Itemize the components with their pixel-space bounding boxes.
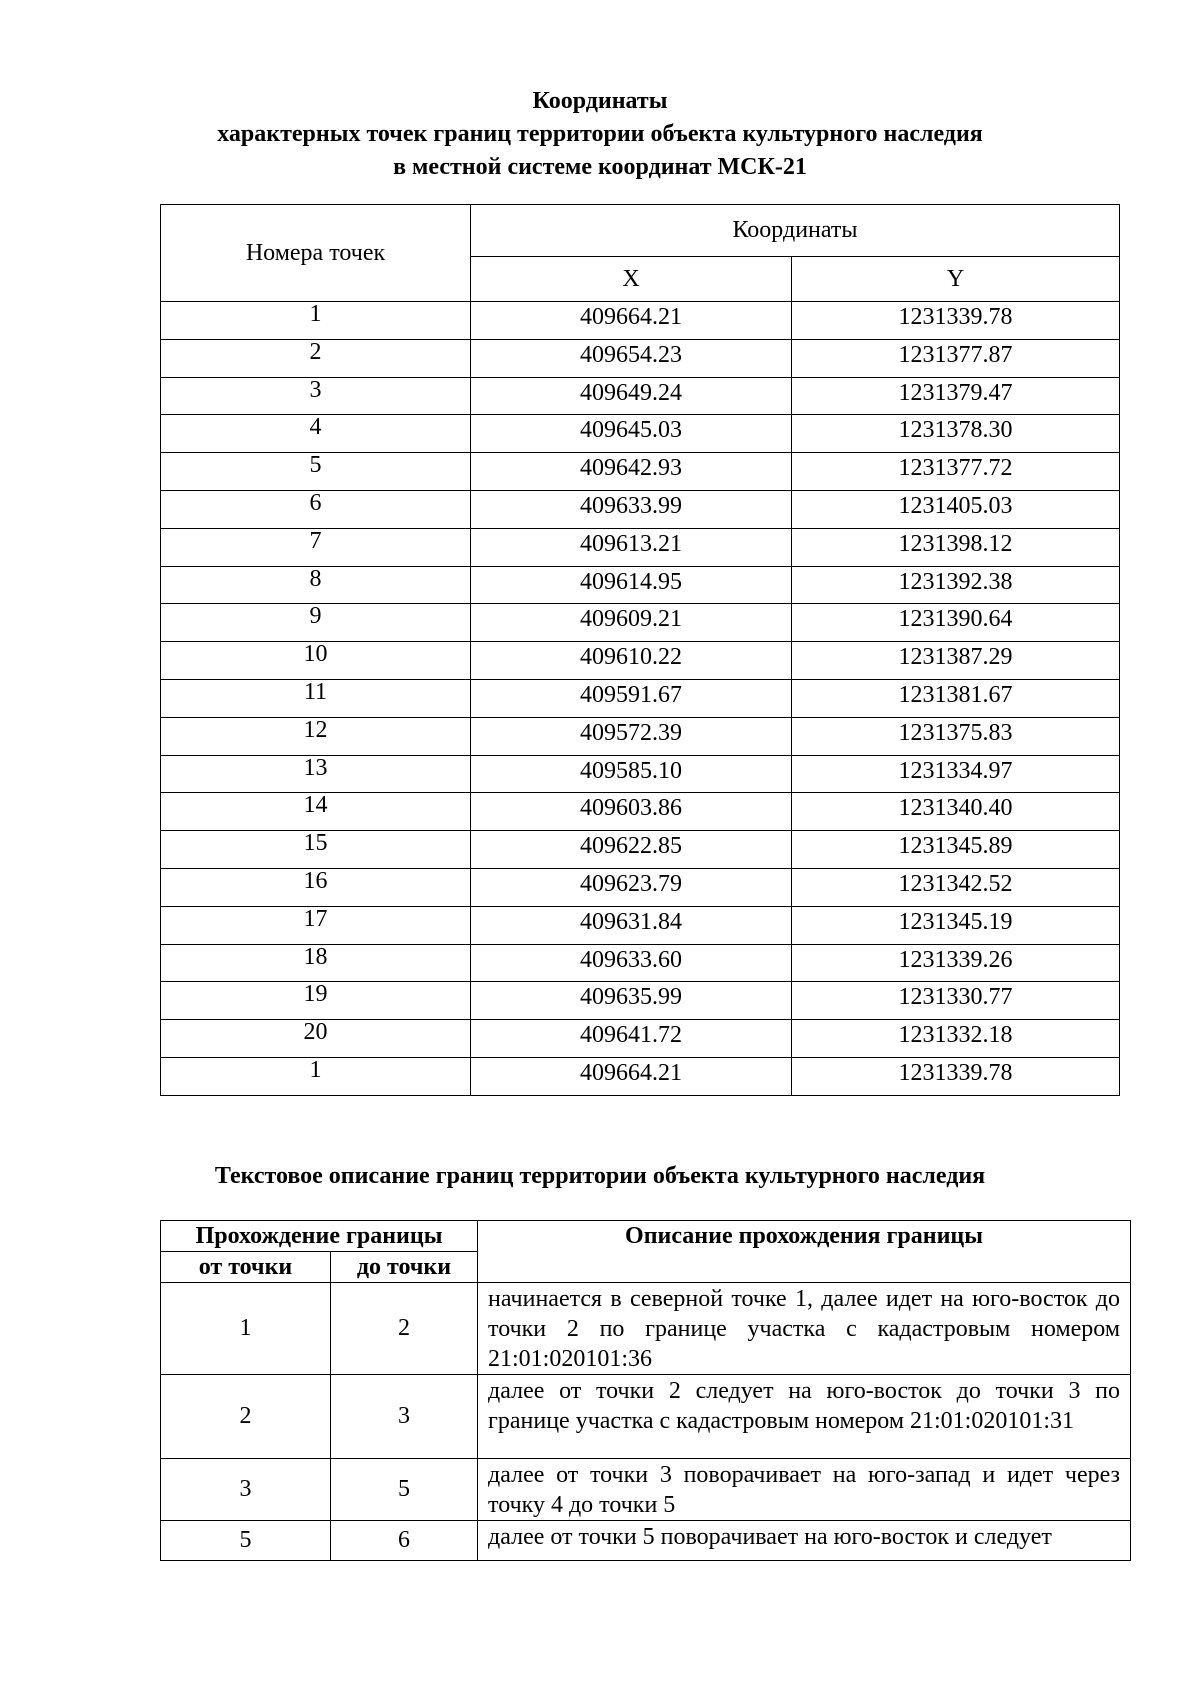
y-coordinate-cell: 1231332.18 — [792, 1020, 1120, 1058]
y-coordinate-cell: 1231334.97 — [792, 755, 1120, 793]
x-coordinate-cell: 409609.21 — [471, 604, 792, 642]
point-number-cell: 19 — [161, 982, 471, 1020]
table-row — [161, 528, 1120, 566]
x-coordinate-cell: 409623.79 — [471, 868, 792, 906]
x-coordinate-cell: 409622.85 — [471, 831, 792, 869]
table-row — [161, 1521, 1131, 1561]
header-from-point: от точки — [161, 1252, 331, 1283]
table-row — [161, 339, 1120, 377]
table-row — [161, 1057, 1120, 1095]
y-coordinate-cell: 1231377.72 — [792, 453, 1120, 491]
to-point-cell: 5 — [331, 1459, 478, 1521]
y-coordinate-cell: 1231375.83 — [792, 717, 1120, 755]
point-number-cell: 11 — [161, 679, 471, 717]
point-number-cell: 15 — [161, 831, 471, 869]
point-number-cell: 10 — [161, 642, 471, 680]
y-coordinate-cell: 1231377.87 — [792, 339, 1120, 377]
table-row — [161, 1283, 1131, 1375]
table-row — [161, 415, 1120, 453]
table-row — [161, 302, 1120, 340]
point-number-cell: 16 — [161, 868, 471, 906]
point-number-cell: 5 — [161, 453, 471, 491]
point-number-cell: 13 — [161, 755, 471, 793]
coordinates-rows — [161, 302, 1120, 1096]
table-row — [161, 793, 1120, 831]
y-coordinate-cell: 1231345.19 — [792, 906, 1120, 944]
title-line-3: в местной системе координат МСК-21 — [393, 154, 807, 180]
y-coordinate-cell: 1231345.89 — [792, 831, 1120, 869]
header-y: Y — [792, 257, 1120, 302]
table-row — [161, 566, 1120, 604]
title-line-2: характерных точек границ территории объекта культурного наследия — [217, 121, 983, 147]
header-point-numbers: Номера точек — [161, 205, 471, 302]
table-row — [161, 1375, 1131, 1459]
y-coordinate-cell: 1231390.64 — [792, 604, 1120, 642]
point-number-cell: 9 — [161, 604, 471, 642]
point-number-cell: 6 — [161, 490, 471, 528]
x-coordinate-cell: 409664.21 — [471, 1057, 792, 1095]
table-row — [161, 604, 1120, 642]
table-row — [161, 377, 1120, 415]
y-coordinate-cell: 1231398.12 — [792, 528, 1120, 566]
to-point-cell: 2 — [331, 1283, 478, 1375]
y-coordinate-cell: 1231378.30 — [792, 415, 1120, 453]
x-coordinate-cell: 409614.95 — [471, 566, 792, 604]
x-coordinate-cell: 409603.86 — [471, 793, 792, 831]
coordinates-table — [160, 204, 1120, 1096]
table-row — [161, 1459, 1131, 1521]
point-number-cell: 1 — [161, 302, 471, 340]
table-row — [161, 906, 1120, 944]
description-cell: далее от точки 2 следует на юго-восток до точки 3 по границе участка с кадастровым номером 21:01:020101:31 — [478, 1375, 1131, 1459]
header-boundary-description: Описание прохождения границы — [478, 1221, 1131, 1283]
point-number-cell: 20 — [161, 1020, 471, 1058]
title-line-1: Координаты — [532, 88, 668, 114]
header-coordinates: Координаты — [471, 205, 1120, 257]
y-coordinate-cell: 1231330.77 — [792, 982, 1120, 1020]
to-point-cell: 3 — [331, 1375, 478, 1459]
point-number-cell: 2 — [161, 339, 471, 377]
x-coordinate-cell: 409572.39 — [471, 717, 792, 755]
x-coordinate-cell: 409613.21 — [471, 528, 792, 566]
x-coordinate-cell: 409664.21 — [471, 302, 792, 340]
point-number-cell: 7 — [161, 528, 471, 566]
point-number-cell: 17 — [161, 906, 471, 944]
x-coordinate-cell: 409633.60 — [471, 944, 792, 982]
x-coordinate-cell: 409585.10 — [471, 755, 792, 793]
point-number-cell: 14 — [161, 793, 471, 831]
boundary-description-table — [160, 1220, 1131, 1561]
table-row — [161, 868, 1120, 906]
point-number-cell: 12 — [161, 717, 471, 755]
table-row — [161, 755, 1120, 793]
y-coordinate-cell: 1231342.52 — [792, 868, 1120, 906]
table-row — [161, 982, 1120, 1020]
description-rows — [161, 1283, 1131, 1561]
x-coordinate-cell: 409654.23 — [471, 339, 792, 377]
point-number-cell: 3 — [161, 377, 471, 415]
table-row — [161, 717, 1120, 755]
header-boundary-passage: Прохождение границы — [161, 1221, 478, 1252]
x-coordinate-cell: 409610.22 — [471, 642, 792, 680]
y-coordinate-cell: 1231340.40 — [792, 793, 1120, 831]
y-coordinate-cell: 1231339.78 — [792, 1057, 1120, 1095]
table-row — [161, 679, 1120, 717]
x-coordinate-cell: 409631.84 — [471, 906, 792, 944]
y-coordinate-cell: 1231339.78 — [792, 302, 1120, 340]
description-title: Текстовое описание границ территории объекта культурного наследия — [214, 1163, 986, 1189]
description-cell: далее от точки 5 поворачивает на юго-восток и следует — [478, 1521, 1131, 1561]
y-coordinate-cell: 1231387.29 — [792, 642, 1120, 680]
table-row — [161, 1020, 1120, 1058]
description-cell: начинается в северной точке 1, далее идет на юго-восток до точки 2 по границе участка с кадастровым номером 21:01:020101:36 — [478, 1283, 1131, 1375]
header-to-point: до точки — [331, 1252, 478, 1283]
y-coordinate-cell: 1231392.38 — [792, 566, 1120, 604]
x-coordinate-cell: 409641.72 — [471, 1020, 792, 1058]
table-row — [161, 490, 1120, 528]
from-point-cell: 1 — [161, 1283, 331, 1375]
table-row — [161, 944, 1120, 982]
document-title — [0, 85, 1200, 184]
y-coordinate-cell: 1231405.03 — [792, 490, 1120, 528]
table-row — [161, 831, 1120, 869]
x-coordinate-cell: 409591.67 — [471, 679, 792, 717]
x-coordinate-cell: 409645.03 — [471, 415, 792, 453]
x-coordinate-cell: 409635.99 — [471, 982, 792, 1020]
point-number-cell: 4 — [161, 415, 471, 453]
table-row — [161, 642, 1120, 680]
description-cell: далее от точки 3 поворачивает на юго-запад и идет через точку 4 до точки 5 — [478, 1459, 1131, 1521]
table-row — [161, 453, 1120, 491]
point-number-cell: 8 — [161, 566, 471, 604]
y-coordinate-cell: 1231379.47 — [792, 377, 1120, 415]
point-number-cell: 1 — [161, 1057, 471, 1095]
y-coordinate-cell: 1231381.67 — [792, 679, 1120, 717]
from-point-cell: 5 — [161, 1521, 331, 1561]
header-x: X — [471, 257, 792, 302]
x-coordinate-cell: 409649.24 — [471, 377, 792, 415]
from-point-cell: 2 — [161, 1375, 331, 1459]
point-number-cell: 18 — [161, 944, 471, 982]
x-coordinate-cell: 409642.93 — [471, 453, 792, 491]
x-coordinate-cell: 409633.99 — [471, 490, 792, 528]
to-point-cell: 6 — [331, 1521, 478, 1561]
from-point-cell: 3 — [161, 1459, 331, 1521]
y-coordinate-cell: 1231339.26 — [792, 944, 1120, 982]
